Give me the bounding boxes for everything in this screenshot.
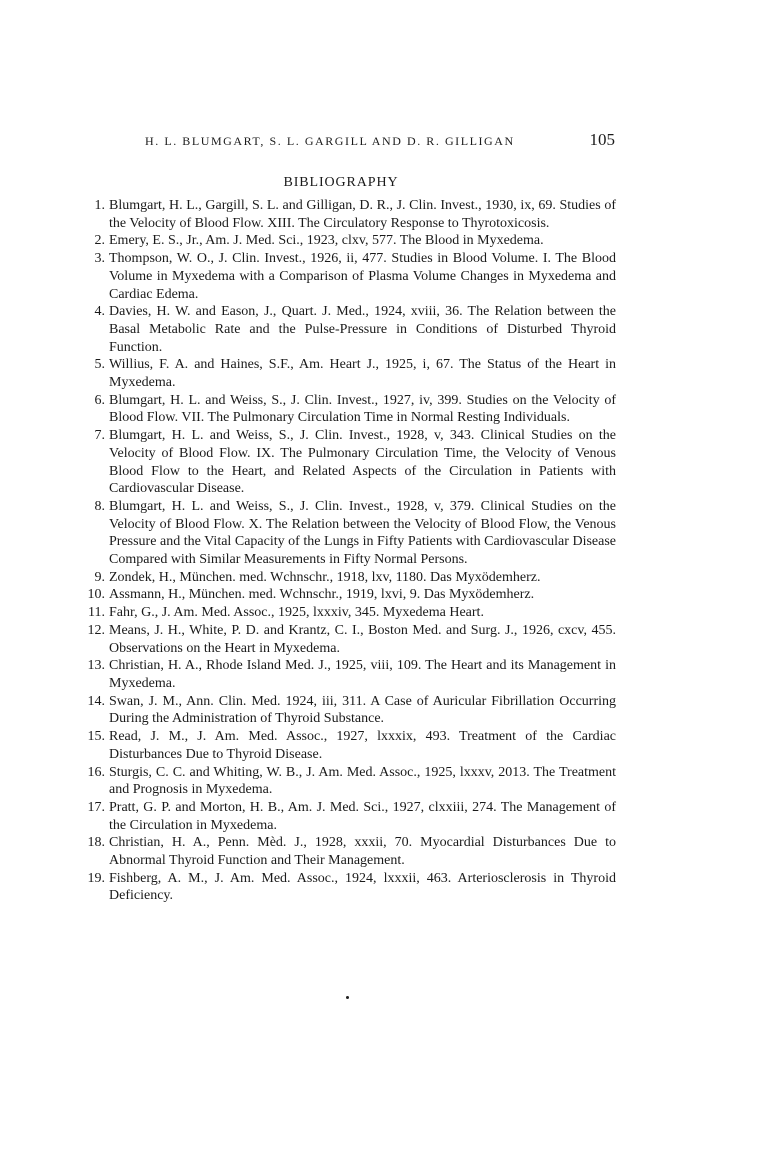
reference-text: Assmann, H., München. med. Wchnschr., 1919, lxvi, 9. Das Myxödemherz. (109, 587, 535, 603)
reference-number: 9. (94, 569, 105, 585)
reference-number: 12. (87, 622, 105, 638)
reference-number: 4. (94, 304, 105, 320)
reference-item (80, 834, 616, 869)
reference-item (80, 870, 616, 905)
running-head-authors: H. L. BLUMGART, S. L. GARGILL AND D. R. GILLIGAN (145, 134, 515, 148)
reference-item (80, 232, 616, 250)
stray-dot-mark (346, 996, 349, 999)
reference-item (80, 693, 616, 728)
reference-item (80, 427, 616, 498)
reference-text: Means, J. H., White, P. D. and Krantz, C. I., Boston Med. and Surg. J., 1926, cxcv, 455. Observations on the Heart in Myxedema. (109, 622, 616, 656)
reference-number: 16. (87, 764, 105, 780)
reference-list (80, 197, 616, 905)
reference-item (80, 622, 616, 657)
reference-text: Blumgart, H. L., Gargill, S. L. and Gilligan, D. R., J. Clin. Invest., 1930, ix, 69. Studies of the Velocity of Blood Flow. XIII. The Circulatory Response to Thyrotoxicosis. (109, 198, 616, 231)
reference-number: 19. (87, 870, 105, 886)
reference-text: Sturgis, C. C. and Whiting, W. B., J. Am. Med. Assoc., 1925, lxxxv, 2013. The Treatment and Prognosis in Myxedema. (109, 764, 616, 798)
reference-text: Swan, J. M., Ann. Clin. Med. 1924, iii, 311. A Case of Auricular Fibrillation Occurring During the Administration of Thyroid Substance. (109, 693, 616, 727)
reference-text: Pratt, G. P. and Morton, H. B., Am. J. Med. Sci., 1927, clxxiii, 274. The Management of the Circulation in Myxedema. (109, 799, 616, 833)
reference-text: Emery, E. S., Jr., Am. J. Med. Sci., 1923, clxv, 577. The Blood in Myxedema. (109, 233, 544, 249)
reference-item (80, 498, 616, 569)
reference-item (80, 303, 616, 356)
reference-number: 1. (94, 198, 105, 213)
reference-number: 17. (87, 799, 105, 815)
reference-number: 8. (94, 498, 105, 514)
reference-number: 7. (94, 428, 105, 444)
reference-text: Christian, H. A., Rhode Island Med. J., 1925, viii, 109. The Heart and its Management in Myxedema. (109, 658, 616, 691)
reference-number: 15. (87, 729, 105, 745)
reference-item (80, 799, 616, 834)
reference-text: Christian, H. A., Penn. Mèd. J., 1928, xxxii, 70. Myocardial Disturbances Due to Abnormal Thyroid Function and Their Management. (109, 835, 616, 869)
running-head (145, 130, 615, 152)
reference-item (80, 586, 616, 604)
reference-number: 2. (94, 233, 105, 249)
section-title: BIBLIOGRAPHY (283, 175, 399, 190)
reference-number: 3. (94, 251, 105, 267)
reference-item (80, 604, 616, 622)
reference-number: 13. (87, 658, 105, 674)
reference-text: Blumgart, H. L. and Weiss, S., J. Clin. Invest., 1928, v, 379. Clinical Studies on the Velocity of Blood Flow. X. The Relation between the Velocity of Blood Flow, the Venous Pressure and the Vital Capacity of the Lungs in Fifty Patients with Cardiovascular Disease Compared with Similar Measurements in Fifty Normal Persons. (109, 498, 616, 568)
reference-number: 14. (87, 693, 105, 709)
reference-item (80, 392, 616, 427)
reference-number: 5. (94, 357, 105, 373)
reference-text: Davies, H. W. and Eason, J., Quart. J. Med., 1924, xviii, 36. The Relation between the Basal Metabolic Rate and the Pulse-Pressure in Conditions of Disturbed Thyroid Function. (109, 304, 616, 355)
reference-item (80, 250, 616, 303)
reference-text: Blumgart, H. L. and Weiss, S., J. Clin. Invest., 1927, iv, 399. Studies on the Velocity of Blood Flow. VII. The Pulmonary Circulation Time in Normal Resting Individuals. (109, 392, 616, 426)
reference-item (80, 728, 616, 763)
reference-text: Read, J. M., J. Am. Med. Assoc., 1927, lxxxix, 493. Treatment of the Cardiac Disturbances Due to Thyroid Disease. (109, 729, 616, 762)
reference-text: Zondek, H., München. med. Wchnschr., 1918, lxv, 1180. Das Myxödemherz. (109, 569, 541, 585)
reference-text: Fahr, G., J. Am. Med. Assoc., 1925, lxxxiv, 345. Myxedema Heart. (109, 605, 484, 621)
reference-item (80, 356, 616, 391)
reference-item (80, 657, 616, 692)
reference-item (80, 764, 616, 799)
page-number: 105 (589, 130, 615, 149)
reference-number: 6. (94, 392, 105, 408)
reference-item (80, 197, 616, 232)
reference-number: 18. (87, 835, 105, 851)
reference-number: 10. (87, 587, 105, 603)
reference-text: Blumgart, H. L. and Weiss, S., J. Clin. Invest., 1928, v, 343. Clinical Studies on the Velocity of Blood Flow. IX. The Pulmonary Circulation Time, the Velocity of Venous Blood Flow to the Heart, and Related Aspects of the Circulation in Patients with Cardiovascular Disease. (109, 428, 616, 497)
reference-number: 11. (88, 605, 105, 621)
reference-text: Fishberg, A. M., J. Am. Med. Assoc., 1924, lxxxii, 463. Arteriosclerosis in Thyroid Deficiency. (109, 870, 616, 904)
reference-text: Thompson, W. O., J. Clin. Invest., 1926, ii, 477. Studies in Blood Volume. I. The Blood Volume in Myxedema with a Comparison of Plasma Volume Changes in Myxedema and Cardiac Edema. (109, 251, 616, 302)
reference-text: Willius, F. A. and Haines, S.F., Am. Heart J., 1925, i, 67. The Status of the Heart in Myxedema. (109, 357, 616, 391)
reference-item (80, 569, 616, 587)
